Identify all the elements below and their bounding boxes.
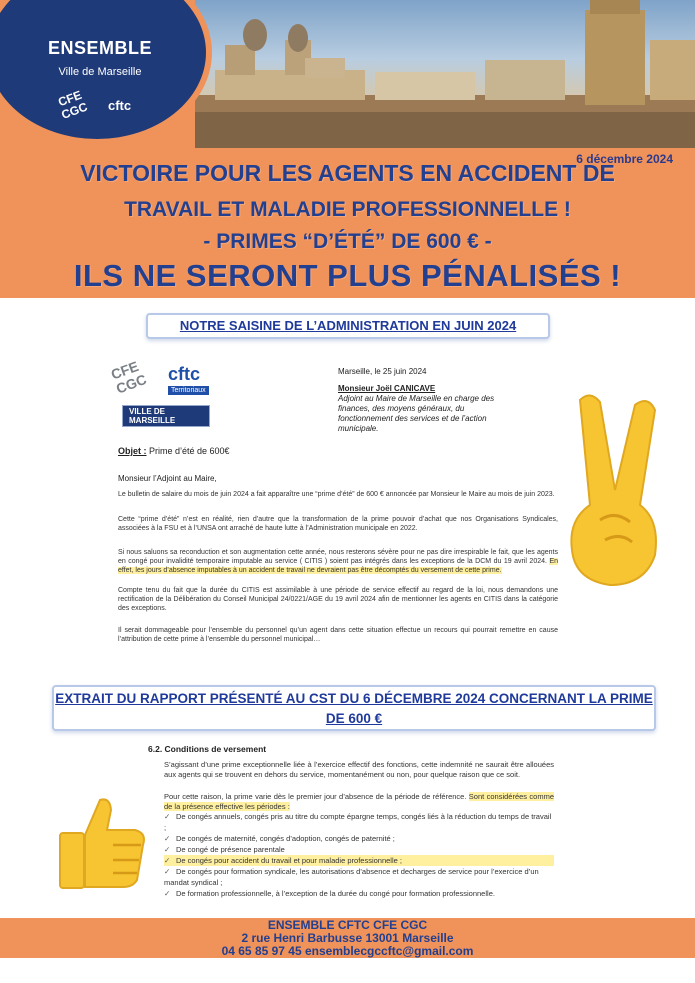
section-title-rapport: EXTRAIT DU RAPPORT PRÉSENTÉ AU CST DU 6 DÉCEMBRE 2024 CONCERNANT LA PRIME DE 600 € <box>52 685 656 731</box>
report-paragraph-1: S’agissant d’une prime exceptionnelle liée à l’exercice effectif des fonctions, cette indemnité ne saurait être allouées aux agents qui se trouvent en dehors du service, momentanément ou non, pour quelque raison que ce soit. <box>164 760 554 779</box>
list-item: ✓ De congés annuels, congés pris au titre du compte épargne temps, congés liés à la réduction du temps de travail ; <box>164 811 554 833</box>
list-item: ✓ De congé de présence parentale <box>164 844 554 855</box>
footer-address: 2 rue Henri Barbusse 13001 Marseille <box>241 931 454 945</box>
letter-cftc-subtitle: Territoriaux <box>168 386 209 395</box>
letter-city-logo: VILLE DE MARSEILLE <box>122 405 210 427</box>
letter-salutation: Monsieur l’Adjoint au Maire, <box>118 474 217 483</box>
object-label: Objet : <box>118 446 147 456</box>
logo-name: ENSEMBLE <box>47 38 152 58</box>
list-item: ✓ De formation professionnelle, à l’exception de la durée du congé pour formation professionnelle. <box>164 888 554 899</box>
cfe-cgc-logo: CFE CGC <box>56 87 90 122</box>
recipient-role: Adjoint au Maire de Marseille en charge des finances, des moyens généraux, du fonctionnement des services et de l’action municipale. <box>338 394 495 433</box>
footer-contact: 04 65 85 97 45 ensemblecgccftc@gmail.com <box>221 944 474 958</box>
letter-paragraph-5: Il serait dommageable pour l’ensemble du personnel qu’un agent dans cette situation effectue un recours qui pourrait remettre en cause l’attribution de cette prime à l’ensemble du personnel municipal… <box>118 627 558 643</box>
logo-subtitle: Ville de Marseille <box>58 66 142 78</box>
report-extract <box>148 744 554 898</box>
report-paragraph-2a: Pour cette raison, la prime varie dès le premier jour d’absence de la période de référence. <box>164 792 467 801</box>
marseille-cityscape-photo <box>195 0 695 148</box>
letter-cftc-logo: cftc <box>168 364 201 384</box>
document-date: 6 décembre 2024 <box>576 152 673 166</box>
footer-org: ENSEMBLE CFTC CFE CGC <box>267 918 428 932</box>
thumbs-up-icon <box>55 795 150 890</box>
report-list <box>164 811 554 899</box>
letter-cfe-cgc-logo: CFE CGC <box>108 357 149 397</box>
cftc-logo: cftc <box>108 98 132 113</box>
letter-paragraph-4: Compte tenu du fait que la durée du CITIS est assimilable à une période de service effectif au regard de la loi, nous demandons une rectification de la Délibération du Conseil Municipal 24/0221/AGE du 19 avril 2024 afin de mentionner les agents en CITIS dans la catégorie des exceptions. <box>118 587 558 612</box>
report-highlight: Sont considérées comme de la présence effective les périodes : <box>164 792 554 811</box>
letter-highlight: En effet, les jours d’absence imputables à un accident de travail ne devraient pas être décomptés du versement de cette prime. <box>118 558 558 574</box>
report-paragraph-2 <box>164 792 554 811</box>
headline-line-4: ILS NE SERONT PLUS PÉNALISÉS ! <box>73 258 622 293</box>
object-text: Prime d’été de 600€ <box>149 446 230 456</box>
list-item: ✓ De congés pour formation syndicale, les autorisations d’absence et decharges de service pour l’exercice d’un mandat syndical ; <box>164 866 554 888</box>
letter-recipient <box>338 384 518 434</box>
peace-hand-icon <box>560 390 670 590</box>
recipient-name: Monsieur Joël CANICAVE <box>338 384 436 393</box>
letter-object <box>118 446 230 456</box>
letter-place-date: Marseille, le 25 juin 2024 <box>338 367 427 376</box>
letter-paragraph-3 <box>118 548 558 575</box>
report-heading: 6.2. Conditions de versement <box>148 744 267 754</box>
letter-paragraph-2: Cette “prime d’été” n’est en réalité, rien d’autre que la transformation de la prime pouvoir d’achat que nos Organisations Syndicales, associées à la FSU et à l’UNSA ont arraché de haute lutte à l’Administration municipale en 2022. <box>118 516 558 532</box>
section-title-saisine: NOTRE SAISINE DE L’ADMINISTRATION EN JUIN 2024 <box>146 313 550 339</box>
headline-line-1: VICTOIRE POUR LES AGENTS EN ACCIDENT DE <box>80 160 615 186</box>
headline-line-2: TRAVAIL ET MALADIE PROFESSIONNELLE ! <box>124 198 571 221</box>
letter-paragraph-3a: Si nous saluons sa reconduction et son augmentation cette année, nous resterons sévère pour ne pas dire irrespirable le fait, que les agents en congé pour invalidité temporaire imputable au service ( CITIS ) soient pas intégrés dans les exceptions de la DCM du 19 avril 2024. <box>118 549 558 565</box>
headline-line-3: - PRIMES “D’ÉTÉ” DE 600 € - <box>203 230 492 253</box>
list-item: ✓ De congés de maternité, congés d’adoption, congés de paternité ; <box>164 833 554 844</box>
letter-scan <box>110 350 560 650</box>
footer <box>0 918 695 958</box>
list-item-highlighted: ✓ De congés pour accident du travail et pour maladie professionnelle ; <box>164 855 554 866</box>
letter-paragraph-1: Le bulletin de salaire du mois de juin 2024 a fait apparaître une “prime d’été” de 600 € annoncée par Monsieur le Maire au mois de juin 2023. <box>118 491 555 498</box>
